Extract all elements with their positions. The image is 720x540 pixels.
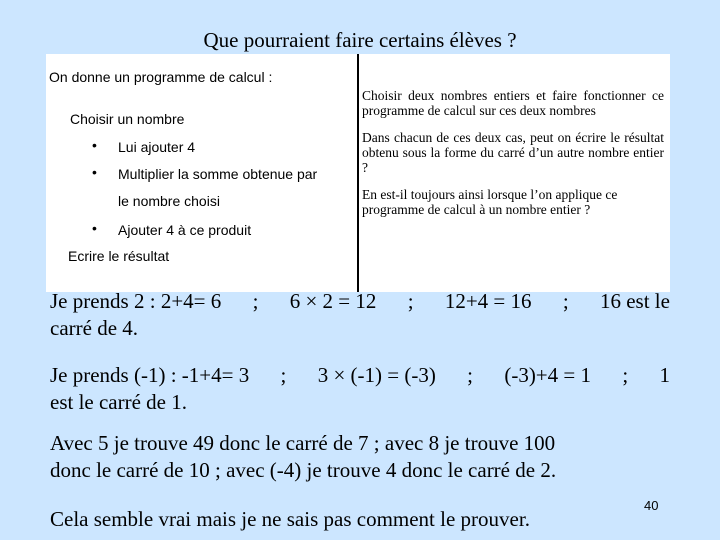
answer-3 bbox=[50, 430, 670, 484]
answer-2 bbox=[50, 362, 670, 416]
step-write: Ecrire le résultat bbox=[68, 248, 170, 264]
page-number: 40 bbox=[644, 498, 659, 513]
separator: ; bbox=[467, 363, 474, 387]
answer-text: Je prends 2 : 2+4= 6 bbox=[50, 289, 222, 313]
question-3: En est-il toujours ainsi lorsque l’on applique ce programme de calcul à un nombre entier ? bbox=[362, 187, 618, 217]
slide-title: Que pourraient faire certains élèves ? bbox=[203, 28, 517, 52]
questions-column bbox=[362, 88, 664, 229]
answer-3-line-1: Avec 5 je trouve 49 donc le carré de 7 ; avec 8 je trouve 100 bbox=[50, 431, 556, 455]
answer-text: 16 est le bbox=[599, 289, 670, 313]
answer-2-line-1 bbox=[50, 362, 670, 389]
step-multiply: Multiplier la somme obtenue par bbox=[118, 166, 318, 182]
bullet-icon: • bbox=[92, 137, 97, 153]
separator: ; bbox=[252, 289, 259, 313]
program-intro: On donne un programme de calcul : bbox=[49, 69, 273, 85]
separator: ; bbox=[562, 289, 569, 313]
answer-1 bbox=[50, 288, 670, 342]
step-choose: Choisir un nombre bbox=[70, 111, 185, 127]
separator: ; bbox=[280, 363, 287, 387]
step-add: Lui ajouter 4 bbox=[118, 139, 196, 155]
answer-text: (-3)+4 = 1 bbox=[504, 363, 591, 387]
column-divider bbox=[357, 54, 359, 292]
bullet-icon: • bbox=[92, 220, 97, 236]
separator: ; bbox=[622, 363, 629, 387]
conclusion: Cela semble vrai mais je ne sais pas comment le prouver. bbox=[50, 507, 530, 531]
answer-3-line-2: donc le carré de 10 ; avec (-4) je trouve 4 donc le carré de 2. bbox=[50, 458, 557, 482]
answer-1-line-1 bbox=[50, 288, 670, 315]
question-2: Dans chacun de ces deux cas, peut on écrire le résultat obtenu sous la forme du carré d’un autre nombre entier ? bbox=[362, 130, 664, 175]
answer-1-line-2: carré de 4. bbox=[50, 316, 139, 340]
answer-2-line-2: est le carré de 1. bbox=[50, 390, 188, 414]
bullet-icon: • bbox=[92, 164, 97, 180]
step-multiply-continuation: le nombre choisi bbox=[118, 193, 220, 209]
step-add-product: Ajouter 4 à ce produit bbox=[118, 222, 252, 238]
separator: ; bbox=[407, 289, 414, 313]
answer-text: 12+4 = 16 bbox=[444, 289, 532, 313]
program-column bbox=[46, 54, 357, 292]
answer-text: 3 × (-1) = (-3) bbox=[317, 363, 436, 387]
answer-text: 1 bbox=[659, 363, 670, 387]
question-1: Choisir deux nombres entiers et faire fonctionner ce programme de calcul sur ces deux nombres bbox=[362, 88, 664, 118]
answer-text: Je prends (-1) : -1+4= 3 bbox=[50, 363, 250, 387]
exercise-panel bbox=[46, 54, 670, 292]
answer-text: 6 × 2 = 12 bbox=[289, 289, 377, 313]
